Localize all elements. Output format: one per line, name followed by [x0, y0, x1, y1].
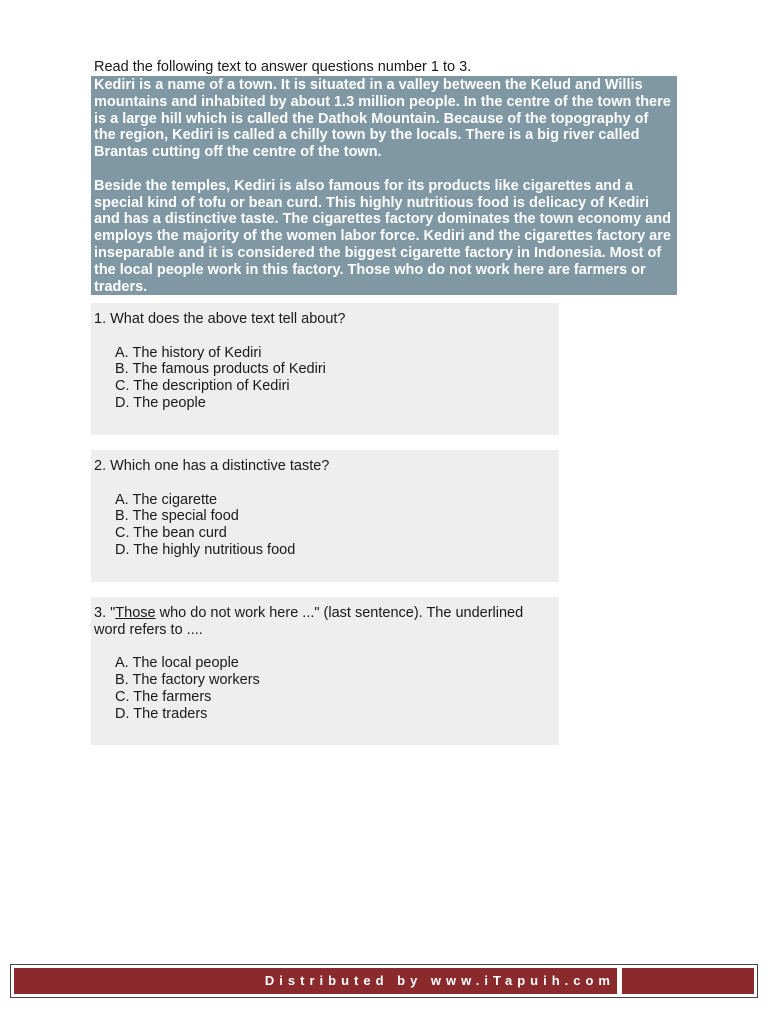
question-3-options	[94, 655, 555, 722]
footer-banner	[10, 964, 758, 998]
footer-distributed-text[interactable]: Distributed by www.iTapuih.com	[264, 973, 615, 988]
answer-option[interactable]: B. The special food	[115, 508, 239, 525]
answer-option[interactable]: D. The people	[115, 394, 206, 411]
answer-option[interactable]: A. The local people	[115, 655, 239, 672]
answer-option[interactable]: A. The history of Kediri	[115, 344, 262, 361]
question-2-text: 2. Which one has a distinctive taste?	[94, 458, 330, 474]
answer-option[interactable]: C. The farmers	[115, 688, 212, 705]
question-1-options	[94, 345, 555, 412]
passage-paragraph: Beside the temples, Kediri is also famous for its products like cigarettes and a special kind of tofu or bean curd. This highly nutritious food is delicacy of Kediri and has a distinctive taste. The cigarettes factory dominates the town economy and employs the majority of the women labor force. Kediri and the cigarettes factory are inseparable and it is considered the biggest cigarette factory in Indonesia. Most of the local people work in this factory. Those who do not work here are farmers or traders.	[94, 177, 671, 295]
passage-paragraph: Kediri is a name of a town. It is situated in a valley between the Kelud and Willis mountains and inhabited by about 1.3 million people. In the centre of the town there is a large hill which is called the Dathok Mountain. Because of the topography of the region, Kediri is called a chilly town by the locals. There is a big river called Brantas cutting off the centre of the town.	[94, 77, 671, 161]
question-2-options	[94, 492, 555, 559]
answer-option[interactable]: D. The highly nutritious food	[115, 541, 296, 558]
underlined-word: Those	[115, 605, 156, 621]
question-3-suffix: who do not work here ..." (last sentence). The underlined word refers to ....	[94, 605, 524, 638]
question-2-box	[91, 450, 559, 582]
question-1-box	[91, 303, 559, 435]
reading-passage	[91, 76, 677, 295]
answer-option[interactable]: B. The famous products of Kediri	[115, 361, 326, 378]
answer-option[interactable]: A. The cigarette	[115, 491, 218, 508]
footer-main-bar	[14, 968, 617, 994]
instructions: Read the following text to answer questions number 1 to 3.	[94, 59, 472, 75]
answer-option[interactable]: D. The traders	[115, 705, 208, 722]
question-3-text	[94, 605, 555, 639]
question-1-text: 1. What does the above text tell about?	[94, 311, 346, 327]
footer-side-bar	[622, 968, 754, 994]
question-3-box	[91, 597, 559, 745]
answer-option[interactable]: C. The description of Kediri	[115, 378, 290, 395]
question-3-prefix: 3. "	[94, 605, 116, 621]
answer-option[interactable]: B. The factory workers	[115, 672, 260, 689]
answer-option[interactable]: C. The bean curd	[115, 525, 227, 542]
